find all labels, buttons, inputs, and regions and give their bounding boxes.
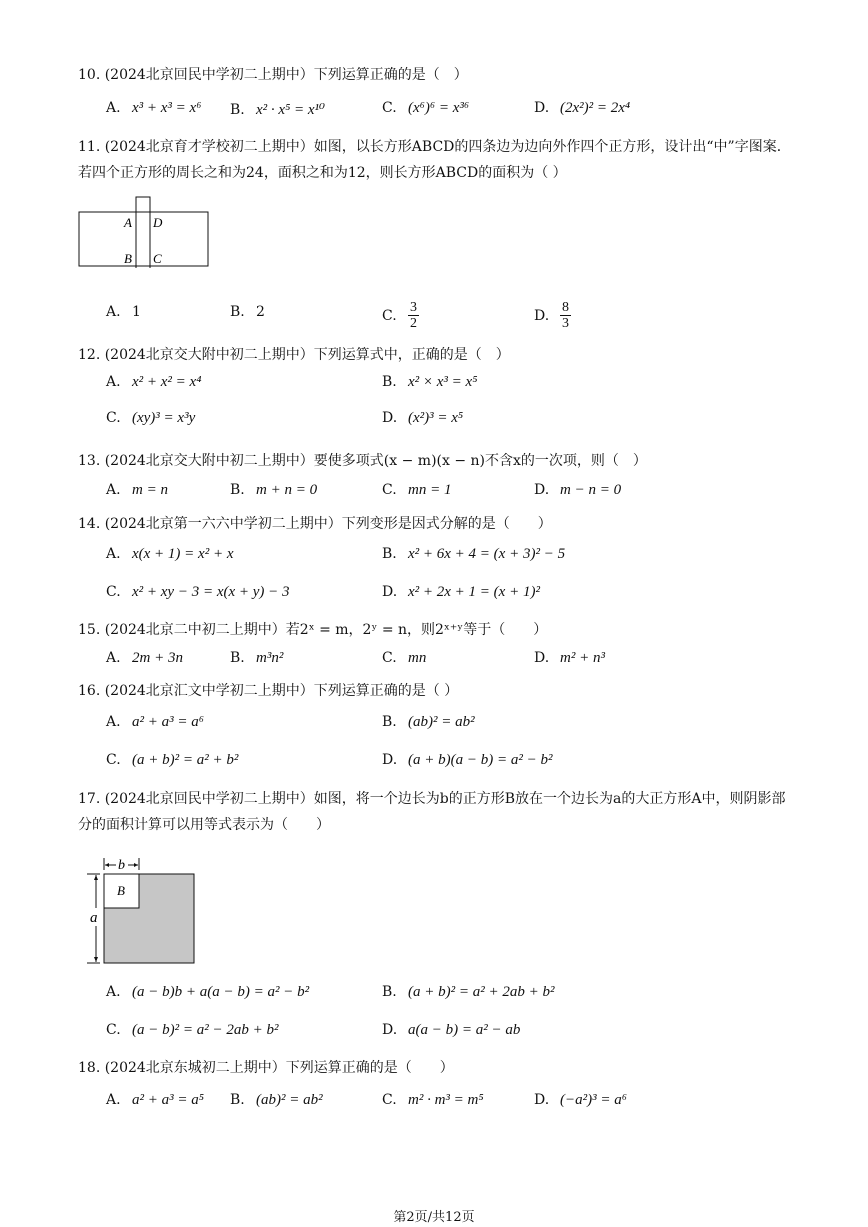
option-c: C. (a − b)² = a² − 2ab + b² (106, 1022, 279, 1038)
option-d: D. (a + b)(a − b) = a² − b² (382, 752, 553, 768)
option-a: A. x³ + x³ = x⁶ (106, 100, 202, 116)
page-footer: 第2页/共12页 (393, 1210, 475, 1225)
option-b: B. m³n² (230, 650, 284, 666)
question-14-stem: 14. (2024北京第一六六中学初二上期中）下列变形是因式分解的是（ ） (78, 516, 552, 532)
option-d: D. a(a − b) = a² − ab (382, 1022, 521, 1038)
option-b: B. x² × x³ = x⁵ (382, 374, 478, 390)
rectangle-abcd-figure (78, 196, 212, 268)
option-c: C. $\frac{3}{2}$ (382, 300, 417, 331)
question-11-options (106, 300, 806, 340)
question-13-options (106, 482, 806, 510)
option-a: A. a² + a³ = a⁶ (106, 714, 204, 730)
question-12-stem: 12. (2024北京交大附中初二上期中）下列运算式中，正确的是（ ） (78, 347, 510, 363)
option-d: D. $\frac{8}{3}$ (534, 300, 569, 331)
option-c: C. (a + b)² = a² + b² (106, 752, 239, 768)
option-d: D. (−a²)³ = a⁶ (534, 1092, 627, 1108)
question-18-options (106, 1092, 806, 1120)
option-a: A. x(x + 1) = x² + x (106, 546, 234, 562)
option-d: D. (2x²)² = 2x⁴ (534, 100, 631, 116)
option-b: B. (ab)² = ab² (230, 1092, 323, 1108)
option-c: C. mn (382, 650, 427, 666)
option-c: C. (x⁶)⁶ = x³⁶ (382, 100, 470, 116)
option-a: A. x² + x² = x⁴ (106, 374, 202, 390)
question-12-options-row2 (106, 410, 806, 438)
question-18-stem: 18. (2024北京东城初二上期中）下列运算正确的是（ ） (78, 1060, 454, 1076)
question-13-stem: 13. (2024北京交大附中初二上期中）要使多项式(x − m)(x − n)不含x的一次项，则（ ） (78, 453, 647, 469)
option-d: D. (x²)³ = x⁵ (382, 410, 464, 426)
question-10-stem: 10. (2024北京回民中学初二上期中）下列运算正确的是（ ） (78, 67, 468, 83)
question-17-options-row1 (106, 984, 806, 1012)
label-d: D (153, 215, 163, 230)
option-d: D. m − n = 0 (534, 482, 622, 498)
option-b: B. (a + b)² = a² + 2ab + b² (382, 984, 555, 1000)
question-11-stem: 11. (2024北京育才学校初二上期中）如图，以长方形ABCD的四条边为边向外作四个正方形，设计出“中”字图案．若四个正方形的周长之和为24，面积之和为12，则长方形ABCD的面积为（ ） (78, 139, 791, 181)
option-d: D. x² + 2x + 1 = (x + 1)² (382, 584, 540, 600)
fraction: $\frac{3}{2}$ (410, 300, 417, 331)
question-12-options-row1 (106, 374, 806, 402)
option-c: C. (xy)³ = x³y (106, 410, 196, 426)
label-c: C (153, 251, 162, 266)
option-c: C. x² + xy − 3 = x(x + y) − 3 (106, 584, 290, 600)
question-10-options (106, 100, 806, 128)
option-b: B. x² + 6x + 4 = (x + 3)² − 5 (382, 546, 566, 562)
option-a: A. (a − b)b + a(a − b) = a² − b² (106, 984, 310, 1000)
option-b: B. (ab)² = ab² (382, 714, 475, 730)
question-16-stem: 16. (2024北京汇文中学初二上期中）下列运算正确的是（ ） (78, 683, 459, 699)
label-b-side: b (118, 858, 125, 873)
squares-figure (84, 856, 198, 968)
option-a: A. a² + a³ = a⁵ (106, 1092, 204, 1108)
question-15-options (106, 650, 806, 678)
question-15-stem: 15. (2024北京二中初二上期中）若2ˣ = m，2ʸ = n，则2ˣ⁺ʸ等于（ ） (78, 622, 548, 638)
option-d: D. m² + n³ (534, 650, 605, 666)
question-17-options-row2 (106, 1022, 806, 1050)
option-a: A. 2m + 3n (106, 650, 183, 666)
option-b: B. m + n = 0 (230, 482, 318, 498)
option-b: B. 2 (230, 304, 265, 320)
option-a: A. 1 (106, 304, 141, 320)
option-c: C. mn = 1 (382, 482, 452, 498)
label-a: A (124, 215, 132, 230)
label-square-b: B (117, 883, 125, 898)
option-b: B. x² · x⁵ = x¹⁰ (230, 102, 326, 118)
option-c: C. m² · m³ = m⁵ (382, 1092, 484, 1108)
question-16-options-row2 (106, 752, 806, 780)
label-a-side: a (90, 910, 98, 926)
option-a: A. m = n (106, 482, 168, 498)
fraction: $\frac{8}{3}$ (562, 300, 569, 331)
question-14-options-row2 (106, 584, 806, 612)
label-b: B (124, 251, 132, 266)
question-14-options-row1 (106, 546, 806, 574)
question-16-options-row1 (106, 714, 806, 742)
question-17-stem: 17. (2024北京回民中学初二上期中）如图，将一个边长为b的正方形B放在一个边长为a的大正方形A中，则阴影部分的面积计算可以用等式表示为（ ） (78, 791, 786, 833)
